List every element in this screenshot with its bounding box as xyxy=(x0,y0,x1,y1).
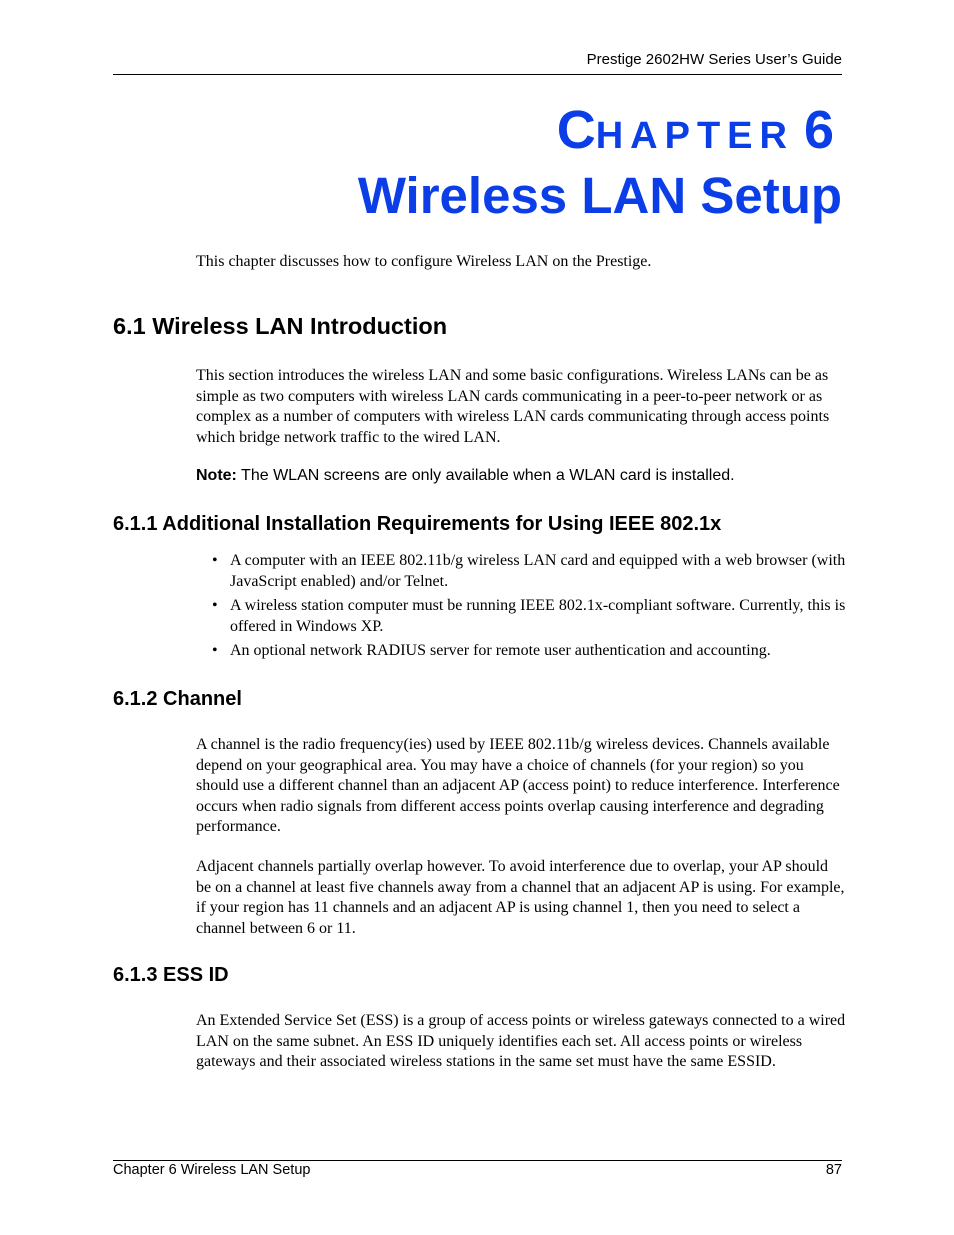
bullet-icon: • xyxy=(212,597,218,614)
footer-rule xyxy=(113,1160,842,1161)
note xyxy=(196,466,846,487)
section-6-1-1-heading: 6.1.1 Additional Installation Requirements for Using IEEE 802.1x xyxy=(113,513,722,535)
section-6-1-body: This section introduces the wireless LAN and some basic configurations. Wireless LANs can be as simple as two computers with wireless LAN cards communicating in a peer-to-peer network or as complex as a number of computers with wireless LAN cards communicating through access points which bridge network traffic to the wired LAN. xyxy=(196,367,830,446)
section-6-1-heading: 6.1 Wireless LAN Introduction xyxy=(113,313,448,339)
bullet-icon: • xyxy=(212,642,218,659)
requirements-list xyxy=(212,551,852,666)
list-item-text: A wireless station computer must be running IEEE 802.1x-compliant software. Currently, this is offered in Windows XP. xyxy=(230,597,846,635)
chapter-label-rest: HAPTER xyxy=(595,115,794,157)
running-header: Prestige 2602HW Series User’s Guide xyxy=(586,51,842,68)
note-text: The WLAN screens are only available when a WLAN card is installed. xyxy=(236,467,735,484)
chapter-label xyxy=(557,100,834,166)
section-6-1-2-paragraph-2: Adjacent channels partially overlap however. To avoid interference due to overlap, your AP should be on a channel at least five channels away from a channel that an adjacent AP is using. For example, if your region has 11 channels and an adjacent AP is using channel 1, then you need to select a channel between 6 or 11. xyxy=(196,858,845,937)
list-item-text: A computer with an IEEE 802.11b/g wireless LAN card and equipped with a web browser (with JavaScript enabled) and/or Telnet. xyxy=(230,552,846,590)
note-label: Note: xyxy=(196,467,237,484)
list-item xyxy=(212,551,852,592)
list-item-text: An optional network RADIUS server for remote user authentication and accounting. xyxy=(230,642,771,659)
chapter-title: Wireless LAN Setup xyxy=(357,167,842,224)
header-rule xyxy=(113,74,842,75)
section-6-1-3-body: An Extended Service Set (ESS) is a group of access points or wireless gateways connected to a wired LAN on the same subnet. An ESS ID uniquely identifies each set. All access points or wireless gateways and their associated wireless stations in the same set must have the same ESSID. xyxy=(196,1012,846,1070)
footer-chapter-title: Chapter 6 Wireless LAN Setup xyxy=(113,1162,311,1178)
chapter-label-initial: C xyxy=(556,100,596,160)
page-number: 87 xyxy=(825,1162,842,1178)
intro-paragraph: This chapter discusses how to configure Wireless LAN on the Prestige. xyxy=(196,253,652,270)
list-item xyxy=(212,596,852,637)
section-6-1-2-paragraph-1: A channel is the radio frequency(ies) used by IEEE 802.11b/g wireless devices. Channels available depend on your geographical area. You may have a choice of channels (for your region) so you should use a different channel than an adjacent AP (access point) to reduce interference. Interference occurs when radio signals from different access points overlap causing interference and degrading performance. xyxy=(196,736,840,835)
list-item xyxy=(212,641,852,662)
section-6-1-2-heading: 6.1.2 Channel xyxy=(113,688,242,710)
section-6-1-3-heading: 6.1.3 ESS ID xyxy=(113,964,229,986)
bullet-icon: • xyxy=(212,552,218,569)
chapter-number: 6 xyxy=(803,100,834,160)
